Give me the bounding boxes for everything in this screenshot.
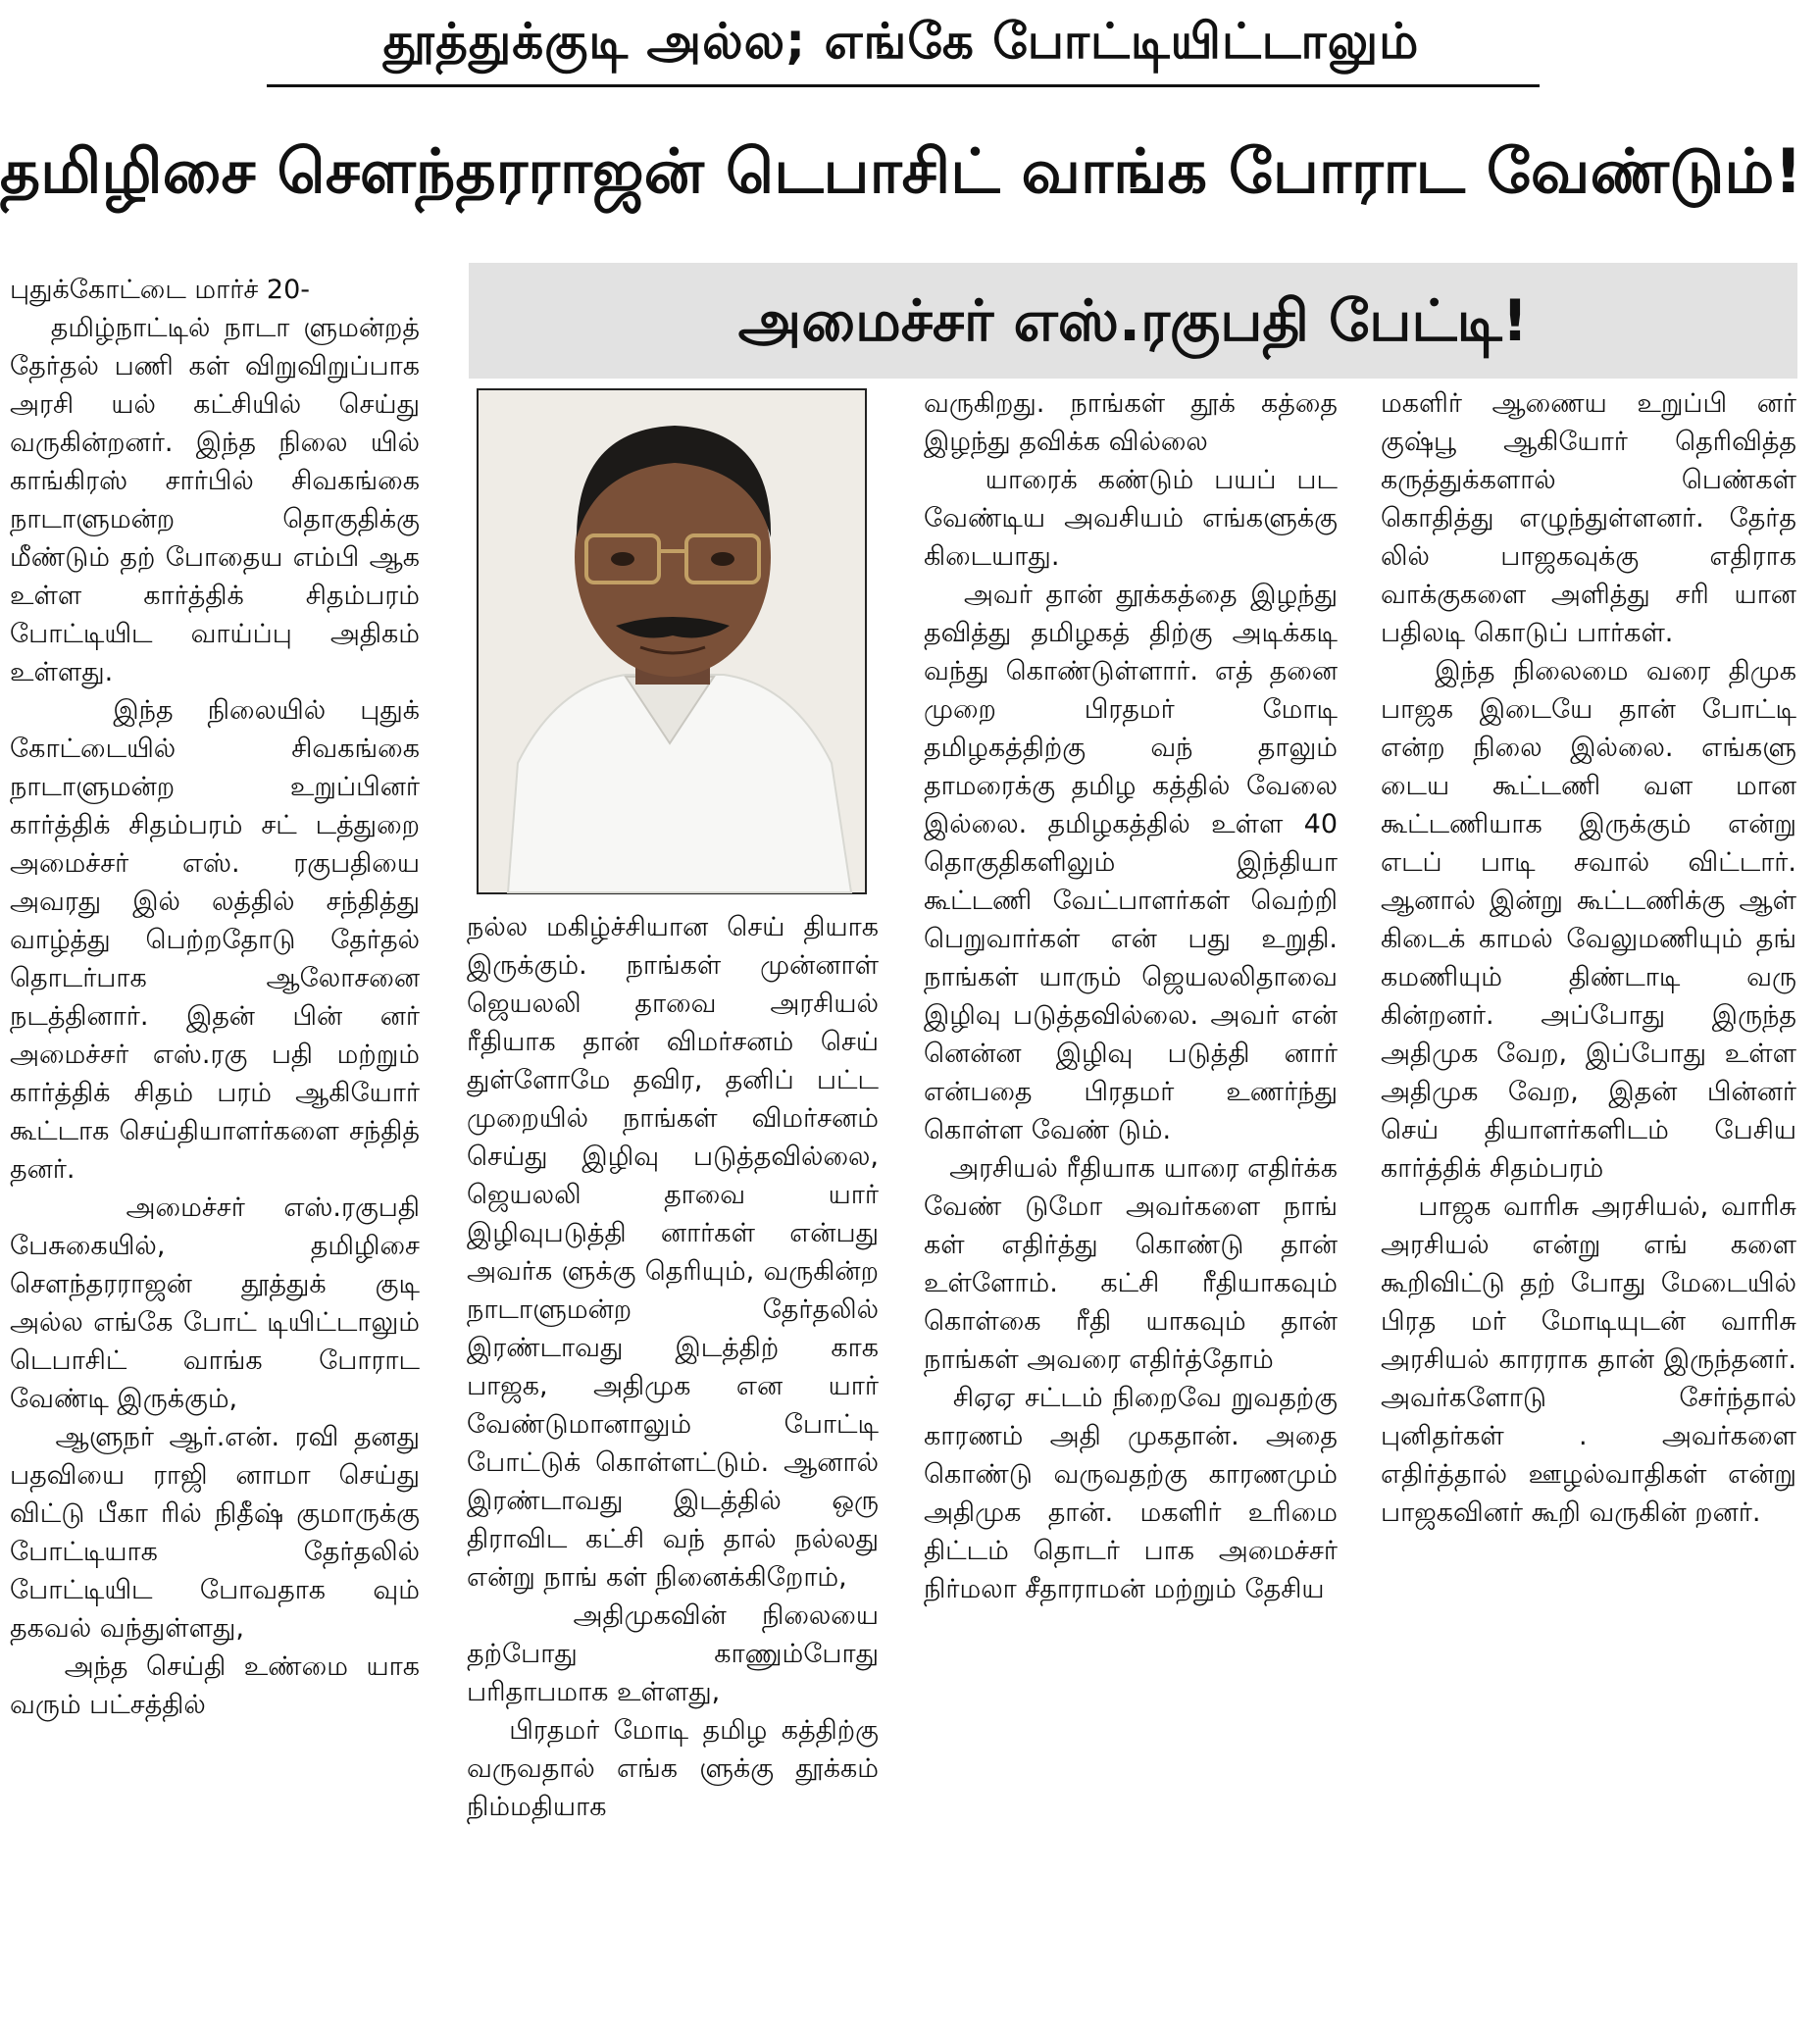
portrait-illustration [479,390,865,892]
main-headline: தமிழிசை சௌந்தரராஜன் டெபாசிட் வாங்க போராட வேண்டும்! [0,135,1803,207]
article-column-3: வருகிறது. நாங்கள் தூக் கத்தை இழந்து தவிக்க வில்லை யாரைக் கண்டும் பயப் பட வேண்டிய அவசியம் எங்களுக்கு கிடையாது. அவர் தான் தூக்கத்தை இழந்து தவித்து தமிழகத் திற்கு அடிக்கடி வந்து கொண்டுள்ளார். எத் தனை முறை பிரதமர் மோடி தமிழகத்திற்கு வந் தாலும் தாமரைக்கு தமிழ கத்தில் வேலை இல்லை. தமிழகத்தில் உள்ள 40 தொகுதிகளிலும் இந்தியா கூட்டணி வேட்பாளர்கள் வெற்றி பெறுவார்கள் என் பது உறுதி. நாங்கள் யாரும் ஜெயலலிதாவை இழிவு படுத்தவில்லை. அவர் என் னென்ன இழிவு படுத்தி னார் என்பதை பிரதமர் உணர்ந்து கொள்ள வேண் டும். அரசியல் ரீதியாக யாரை எதிர்க்க வேண் டுமோ அவர்களை நாங் கள் எதிர்த்து கொண்டு தான் உள்ளோம். கட்சி ரீதியாகவும் கொள்கை ரீதி யாகவும் தான் நாங்கள் அவரை எதிர்த்தோம் சிஏஏ சட்டம் நிறைவே றுவதற்கு காரணம் அதி முகதான். அதை கொண்டு வருவதற்கு காரணமும் அதிமுக தான். மகளிர் உரிமை திட்டம் தொடர் பாக அமைச்சர் நிர்மலா சீதாராமன் மற்றும் தேசிய [924,388,1338,1604]
article-column-2: நல்ல மகிழ்ச்சியான செய் தியாக இருக்கும். நாங்கள் முன்னாள் ஜெயலலி தாவை அரசியல் ரீதியாக தான் விமர்சனம் செய் துள்ளோமே தவிர, தனிப் பட்ட முறையில் நாங்கள் விமர்சனம் செய்து இழிவு படுத்தவில்லை, ஜெயலலி தாவை யார் இழிவுபடுத்தி னார்கள் என்பது அவர்க ளுக்கு தெரியும், வருகின்ற நாடாளுமன்ற தேர்தலில் இரண்டாவது இடத்திற் காக பாஜக, அதிமுக என யார் வேண்டுமானாலும் போட்டி போட்டுக் கொள்ளட்டும். ஆனால் இரண்டாவது இடத்தில் ஒரு திராவிட கட்சி வந் தால் நல்லது என்று நாங் கள் நினைக்கிறோம், அதிமுகவின் நிலையை தற்போது காணும்போது பரிதாபமாக உள்ளது, பிரதமர் மோடி தமிழ கத்திற்கு வருவதால் எங்க ளுக்கு தூக்கம் நிம்மதியாக [467,912,880,1822]
kicker-underline [267,84,1540,87]
kicker-headline: தூத்துக்குடி அல்ல; எங்கே போட்டியிட்டாலும் [382,13,1420,70]
subheadline-banner: அமைச்சர் எஸ்.ரகுபதி பேட்டி! [469,263,1797,379]
article-column-1: புதுக்கோட்டை மார்ச் 20- தமிழ்நாட்டில் நாடா ளுமன்றத் தேர்தல் பணி கள் விறுவிறுப்பாக அரசி யல் கட்சியில் செய்து வருகின்றனர். இந்த நிலை யில் காங்கிரஸ் சார்பில் சிவகங்கை நாடாளுமன்ற தொகுதிக்கு மீண்டும் தற் போதைய எம்பி ஆக உள்ள கார்த்திக் சிதம்பரம் போட்டியிட வாய்ப்பு அதிகம் உள்ளது. இந்த நிலையில் புதுக் கோட்டையில் சிவகங்கை நாடாளுமன்ற உறுப்பினர் கார்த்திக் சிதம்பரம் சட் டத்துறை அமைச்சர் எஸ். ரகுபதியை அவரது இல் லத்தில் சந்தித்து வாழ்த்து பெற்றதோடு தேர்தல் தொடர்பாக ஆலோசனை நடத்தினார். இதன் பின் னர் அமைச்சர் எஸ்.ரகு பதி மற்றும் கார்த்திக் சிதம் பரம் ஆகியோர் கூட்டாக செய்தியாளர்களை சந்தித் தனர். அமைச்சர் எஸ்.ரகுபதி பேசுகையில், தமிழிசை சௌந்தரராஜன் தூத்துக் குடி அல்ல எங்கே போட் டியிட்டாலும் டெபாசிட் வாங்க போராட வேண்டி இருக்கும், ஆளுநர் ஆர்.என். ரவி தனது பதவியை ராஜி னாமா செய்து விட்டு பீகா ரில் நிதீஷ் குமாருக்கு போட்டியாக தேர்தலில் போட்டியிட போவதாக வும் தகவல் வந்துள்ளது, அந்த செய்தி உண்மை யாக வரும் பட்சத்தில் [10,275,421,1720]
portrait-photo [477,388,867,894]
article-column-4: மகளிர் ஆணைய உறுப்பி னர் குஷ்பூ ஆகியோர் தெரிவித்த கருத்துக்களால் பெண்கள் கொதித்து எழுந்துள்ளனர். தேர்த லில் பாஜகவுக்கு எதிராக வாக்குகளை அளித்து சரி யான பதிலடி கொடுப் பார்கள். இந்த நிலைமை வரை திமுக பாஜக இடையே தான் போட்டி என்ற நிலை இல்லை. எங்களு டைய கூட்டணி வள மான கூட்டணியாக இருக்கும் என்று எடப் பாடி சவால் விட்டார். ஆனால் இன்று கூட்டணிக்கு ஆள் கிடைக் காமல் வேலுமணியும் தங் கமணியும் திண்டாடி வரு கின்றனர். அப்போது இருந்த அதிமுக வேற, இப்போது உள்ள அதிமுக வேற, இதன் பின்னர் செய் தியாளர்களிடம் பேசிய கார்த்திக் சிதம்பரம் பாஜக வாரிசு அரசியல், வாரிசு அரசியல் என்று எங் களை கூறிவிட்டு தற் போது மேடையில் பிரத மர் மோடியுடன் வாரிசு அரசியல் காரராக தான் இருந்தனர். அவர்களோடு சேர்ந்தால் புனிதர்கள் . அவர்களை எதிர்த்தால் ஊழல்வாதிகள் என்று பாஜகவினர் கூறி வருகின் றனர். [1381,388,1797,1528]
